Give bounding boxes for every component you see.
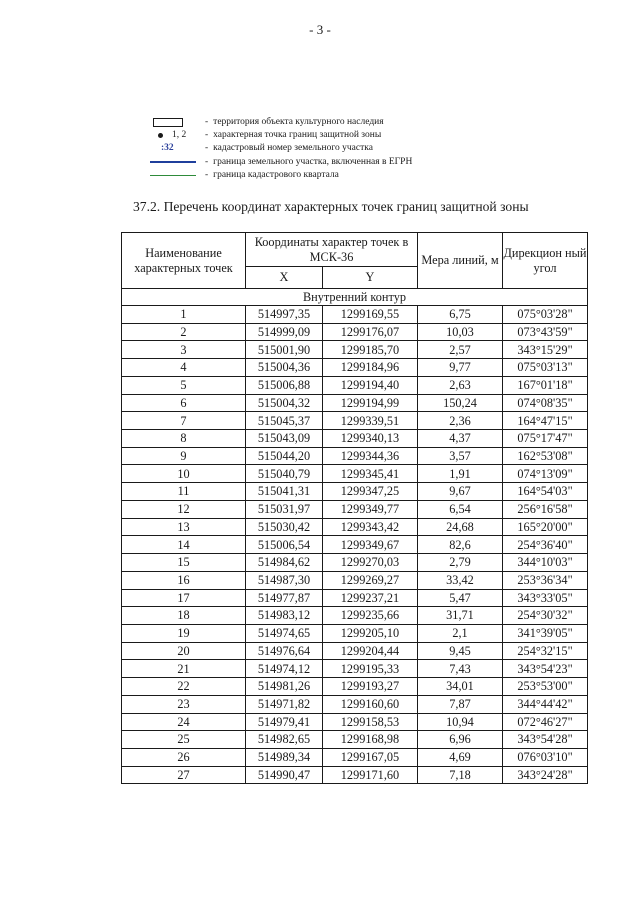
cell-direction-angle: 254°30'32": [503, 607, 588, 625]
cell-point-number: 22: [122, 678, 246, 696]
cell-x: 514999,09: [246, 323, 323, 341]
cell-x: 515031,97: [246, 500, 323, 518]
cell-x: 514974,65: [246, 624, 323, 642]
cell-direction-angle: 343°33'05": [503, 589, 588, 607]
cell-point-number: 17: [122, 589, 246, 607]
cell-line-length: 6,96: [418, 731, 503, 749]
cell-line-length: 6,54: [418, 500, 503, 518]
cell-x: 515045,37: [246, 412, 323, 430]
cell-line-length: 33,42: [418, 571, 503, 589]
cell-y: 1299345,41: [323, 465, 418, 483]
cell-x: 514982,65: [246, 731, 323, 749]
legend-item-boundary-point: 1, 2 - характерная точка границ защитной зоны: [150, 129, 412, 142]
cell-y: 1299158,53: [323, 713, 418, 731]
cell-x: 514976,64: [246, 642, 323, 660]
cell-x: 515004,32: [246, 394, 323, 412]
legend-item-label: территория объекта культурного наследия: [213, 117, 384, 127]
table-row: [122, 678, 588, 696]
cell-line-length: 2,36: [418, 412, 503, 430]
cell-x: 515006,54: [246, 536, 323, 554]
cell-line-length: 10,03: [418, 323, 503, 341]
cell-point-number: 23: [122, 695, 246, 713]
boundary-point-dot-icon: [158, 133, 163, 138]
table-row: [122, 483, 588, 501]
cell-line-length: 10,94: [418, 713, 503, 731]
cell-point-number: 1: [122, 306, 246, 324]
header-y: Y: [323, 267, 418, 289]
coordinates-table: [121, 232, 588, 784]
cell-line-length: 1,91: [418, 465, 503, 483]
cell-y: 1299195,33: [323, 660, 418, 678]
cell-direction-angle: 167°01'18": [503, 376, 588, 394]
cell-y: 1299235,66: [323, 607, 418, 625]
cell-line-length: 24,68: [418, 518, 503, 536]
table-row: [122, 376, 588, 394]
cell-line-length: 9,77: [418, 359, 503, 377]
cell-point-number: 21: [122, 660, 246, 678]
page-number: - 3 -: [309, 22, 331, 37]
cell-line-length: 4,37: [418, 430, 503, 448]
cell-direction-angle: 343°24'28": [503, 766, 588, 784]
cell-x: 514981,26: [246, 678, 323, 696]
cell-x: 514974,12: [246, 660, 323, 678]
map-legend: [150, 116, 412, 182]
cell-x: 515040,79: [246, 465, 323, 483]
cell-point-number: 19: [122, 624, 246, 642]
cell-y: 1299184,96: [323, 359, 418, 377]
cell-direction-angle: 254°36'40": [503, 536, 588, 554]
cell-y: 1299339,51: [323, 412, 418, 430]
cell-direction-angle: 344°10'03": [503, 554, 588, 572]
cell-point-number: 14: [122, 536, 246, 554]
cell-line-length: 9,45: [418, 642, 503, 660]
cell-y: 1299176,07: [323, 323, 418, 341]
table-row: [122, 536, 588, 554]
cell-x: 514971,82: [246, 695, 323, 713]
cell-point-number: 2: [122, 323, 246, 341]
legend-item-land-plot-boundary: - граница земельного участка, включенная в ЕГРН: [150, 156, 412, 169]
cell-point-number: 5: [122, 376, 246, 394]
cell-x: 514987,30: [246, 571, 323, 589]
cell-direction-angle: 073°43'59": [503, 323, 588, 341]
section-title: 37.2. Перечень координат характерных точек границ защитной зоны: [133, 199, 529, 214]
cell-point-number: 4: [122, 359, 246, 377]
cell-direction-angle: 254°32'15": [503, 642, 588, 660]
header-x: X: [246, 267, 323, 289]
cell-x: 515041,31: [246, 483, 323, 501]
cell-point-number: 9: [122, 447, 246, 465]
cell-point-number: 27: [122, 766, 246, 784]
cell-x: 514989,34: [246, 748, 323, 766]
table-row: [122, 766, 588, 784]
cell-x: 515044,20: [246, 447, 323, 465]
cell-line-length: 6,75: [418, 306, 503, 324]
table-row: [122, 624, 588, 642]
cell-line-length: 82,6: [418, 536, 503, 554]
table-row: [122, 500, 588, 518]
cell-y: 1299169,55: [323, 306, 418, 324]
legend-item-label: кадастровый номер земельного участка: [213, 143, 373, 154]
cell-direction-angle: 074°08'35": [503, 394, 588, 412]
legend-item-cadastral-quarter-boundary: - граница кадастрового квартала: [150, 169, 412, 182]
table-row: [122, 589, 588, 607]
cell-x: 514983,12: [246, 607, 323, 625]
cell-direction-angle: 256°16'58": [503, 500, 588, 518]
table-row: [122, 430, 588, 448]
cell-direction-angle: 075°03'13": [503, 359, 588, 377]
green-line-icon: [150, 175, 196, 177]
cell-direction-angle: 164°54'03": [503, 483, 588, 501]
cell-point-number: 16: [122, 571, 246, 589]
contour-label: Внутренний контур: [122, 289, 588, 306]
table-row: [122, 518, 588, 536]
cell-point-number: 26: [122, 748, 246, 766]
cell-line-length: 7,18: [418, 766, 503, 784]
cell-point-number: 6: [122, 394, 246, 412]
cell-line-length: 7,87: [418, 695, 503, 713]
cell-direction-angle: 253°53'00": [503, 678, 588, 696]
cell-line-length: 9,67: [418, 483, 503, 501]
cell-direction-angle: 074°13'09": [503, 465, 588, 483]
table-row: [122, 323, 588, 341]
cell-y: 1299349,67: [323, 536, 418, 554]
cell-point-number: 24: [122, 713, 246, 731]
cell-y: 1299171,60: [323, 766, 418, 784]
cell-line-length: 2,57: [418, 341, 503, 359]
cell-line-length: 7,43: [418, 660, 503, 678]
table-row: [122, 748, 588, 766]
table-row: [122, 394, 588, 412]
legend-item-heritage-territory: - территория объекта культурного наследия: [150, 116, 412, 129]
cell-point-number: 13: [122, 518, 246, 536]
cell-line-length: 2,63: [418, 376, 503, 394]
cell-y: 1299205,10: [323, 624, 418, 642]
cell-y: 1299160,60: [323, 695, 418, 713]
cell-x: 514979,41: [246, 713, 323, 731]
cell-point-number: 3: [122, 341, 246, 359]
cell-direction-angle: 344°44'42": [503, 695, 588, 713]
cell-point-number: 12: [122, 500, 246, 518]
cell-x: 515043,09: [246, 430, 323, 448]
table-row: [122, 554, 588, 572]
cell-x: 514990,47: [246, 766, 323, 784]
cell-direction-angle: 075°03'28": [503, 306, 588, 324]
cell-x: 515004,36: [246, 359, 323, 377]
cell-y: 1299193,27: [323, 678, 418, 696]
header-point-name: Наименование характерных точек: [122, 233, 246, 289]
cell-line-length: 2,79: [418, 554, 503, 572]
table-row: [122, 571, 588, 589]
table-row: [122, 660, 588, 678]
cell-line-length: 150,24: [418, 394, 503, 412]
cell-point-number: 15: [122, 554, 246, 572]
table-row: [122, 359, 588, 377]
cell-direction-angle: 165°20'00": [503, 518, 588, 536]
cell-direction-angle: 253°36'34": [503, 571, 588, 589]
cell-direction-angle: 162°53'08": [503, 447, 588, 465]
cell-y: 1299168,98: [323, 731, 418, 749]
table-row: [122, 465, 588, 483]
cell-y: 1299194,40: [323, 376, 418, 394]
table-row: [122, 412, 588, 430]
cell-direction-angle: 076°03'10": [503, 748, 588, 766]
cell-direction-angle: 343°54'23": [503, 660, 588, 678]
cell-direction-angle: 164°47'15": [503, 412, 588, 430]
legend-point-sample-label: 1, 2: [172, 130, 187, 141]
legend-item-label: граница земельного участка, включенная в ЕГРН: [213, 156, 413, 167]
header-line-length: Мера линий, м: [418, 233, 503, 289]
cell-direction-angle: 072°46'27": [503, 713, 588, 731]
cell-y: 1299204,44: [323, 642, 418, 660]
cell-x: 515001,90: [246, 341, 323, 359]
cell-point-number: 18: [122, 607, 246, 625]
legend-item-label: характерная точка границ защитной зоны: [213, 130, 382, 141]
cell-y: 1299344,36: [323, 447, 418, 465]
cell-line-length: 2,1: [418, 624, 503, 642]
cell-direction-angle: 343°54'28": [503, 731, 588, 749]
header-direction-angle: Дирекцион ный угол: [503, 233, 588, 289]
cell-line-length: 31,71: [418, 607, 503, 625]
table-row: [122, 607, 588, 625]
cell-line-length: 34,01: [418, 678, 503, 696]
table-row: [122, 341, 588, 359]
cell-point-number: 8: [122, 430, 246, 448]
heritage-territory-rect-icon: [150, 118, 205, 127]
cell-x: 514997,35: [246, 306, 323, 324]
cell-direction-angle: 075°17'47": [503, 430, 588, 448]
table-row: [122, 695, 588, 713]
cell-y: 1299185,70: [323, 341, 418, 359]
cell-y: 1299347,25: [323, 483, 418, 501]
cell-line-length: 5,47: [418, 589, 503, 607]
cadastral-number-sample: :32: [161, 143, 174, 154]
cell-y: 1299269,27: [323, 571, 418, 589]
blue-line-icon: [150, 161, 196, 163]
legend-item-cadastral-number: :32 - кадастровый номер земельного участка: [150, 142, 412, 155]
header-coordinates: Координаты характер точек в МСК-36: [246, 233, 418, 267]
cell-line-length: 4,69: [418, 748, 503, 766]
table-row: [122, 731, 588, 749]
cell-y: 1299167,05: [323, 748, 418, 766]
cell-y: 1299194,99: [323, 394, 418, 412]
table-row: [122, 713, 588, 731]
cell-point-number: 11: [122, 483, 246, 501]
cell-x: 515030,42: [246, 518, 323, 536]
cell-x: 514984,62: [246, 554, 323, 572]
cell-point-number: 10: [122, 465, 246, 483]
cell-y: 1299237,21: [323, 589, 418, 607]
cell-y: 1299270,03: [323, 554, 418, 572]
cell-line-length: 3,57: [418, 447, 503, 465]
table-row: [122, 447, 588, 465]
table-row: [122, 306, 588, 324]
cell-x: 514977,87: [246, 589, 323, 607]
cell-y: 1299340,13: [323, 430, 418, 448]
cell-point-number: 7: [122, 412, 246, 430]
cell-x: 515006,88: [246, 376, 323, 394]
table-row: [122, 642, 588, 660]
cell-point-number: 25: [122, 731, 246, 749]
cell-y: 1299343,42: [323, 518, 418, 536]
cell-point-number: 20: [122, 642, 246, 660]
cell-y: 1299349,77: [323, 500, 418, 518]
legend-item-label: граница кадастрового квартала: [213, 169, 339, 180]
cell-direction-angle: 343°15'29": [503, 341, 588, 359]
cell-direction-angle: 341°39'05": [503, 624, 588, 642]
